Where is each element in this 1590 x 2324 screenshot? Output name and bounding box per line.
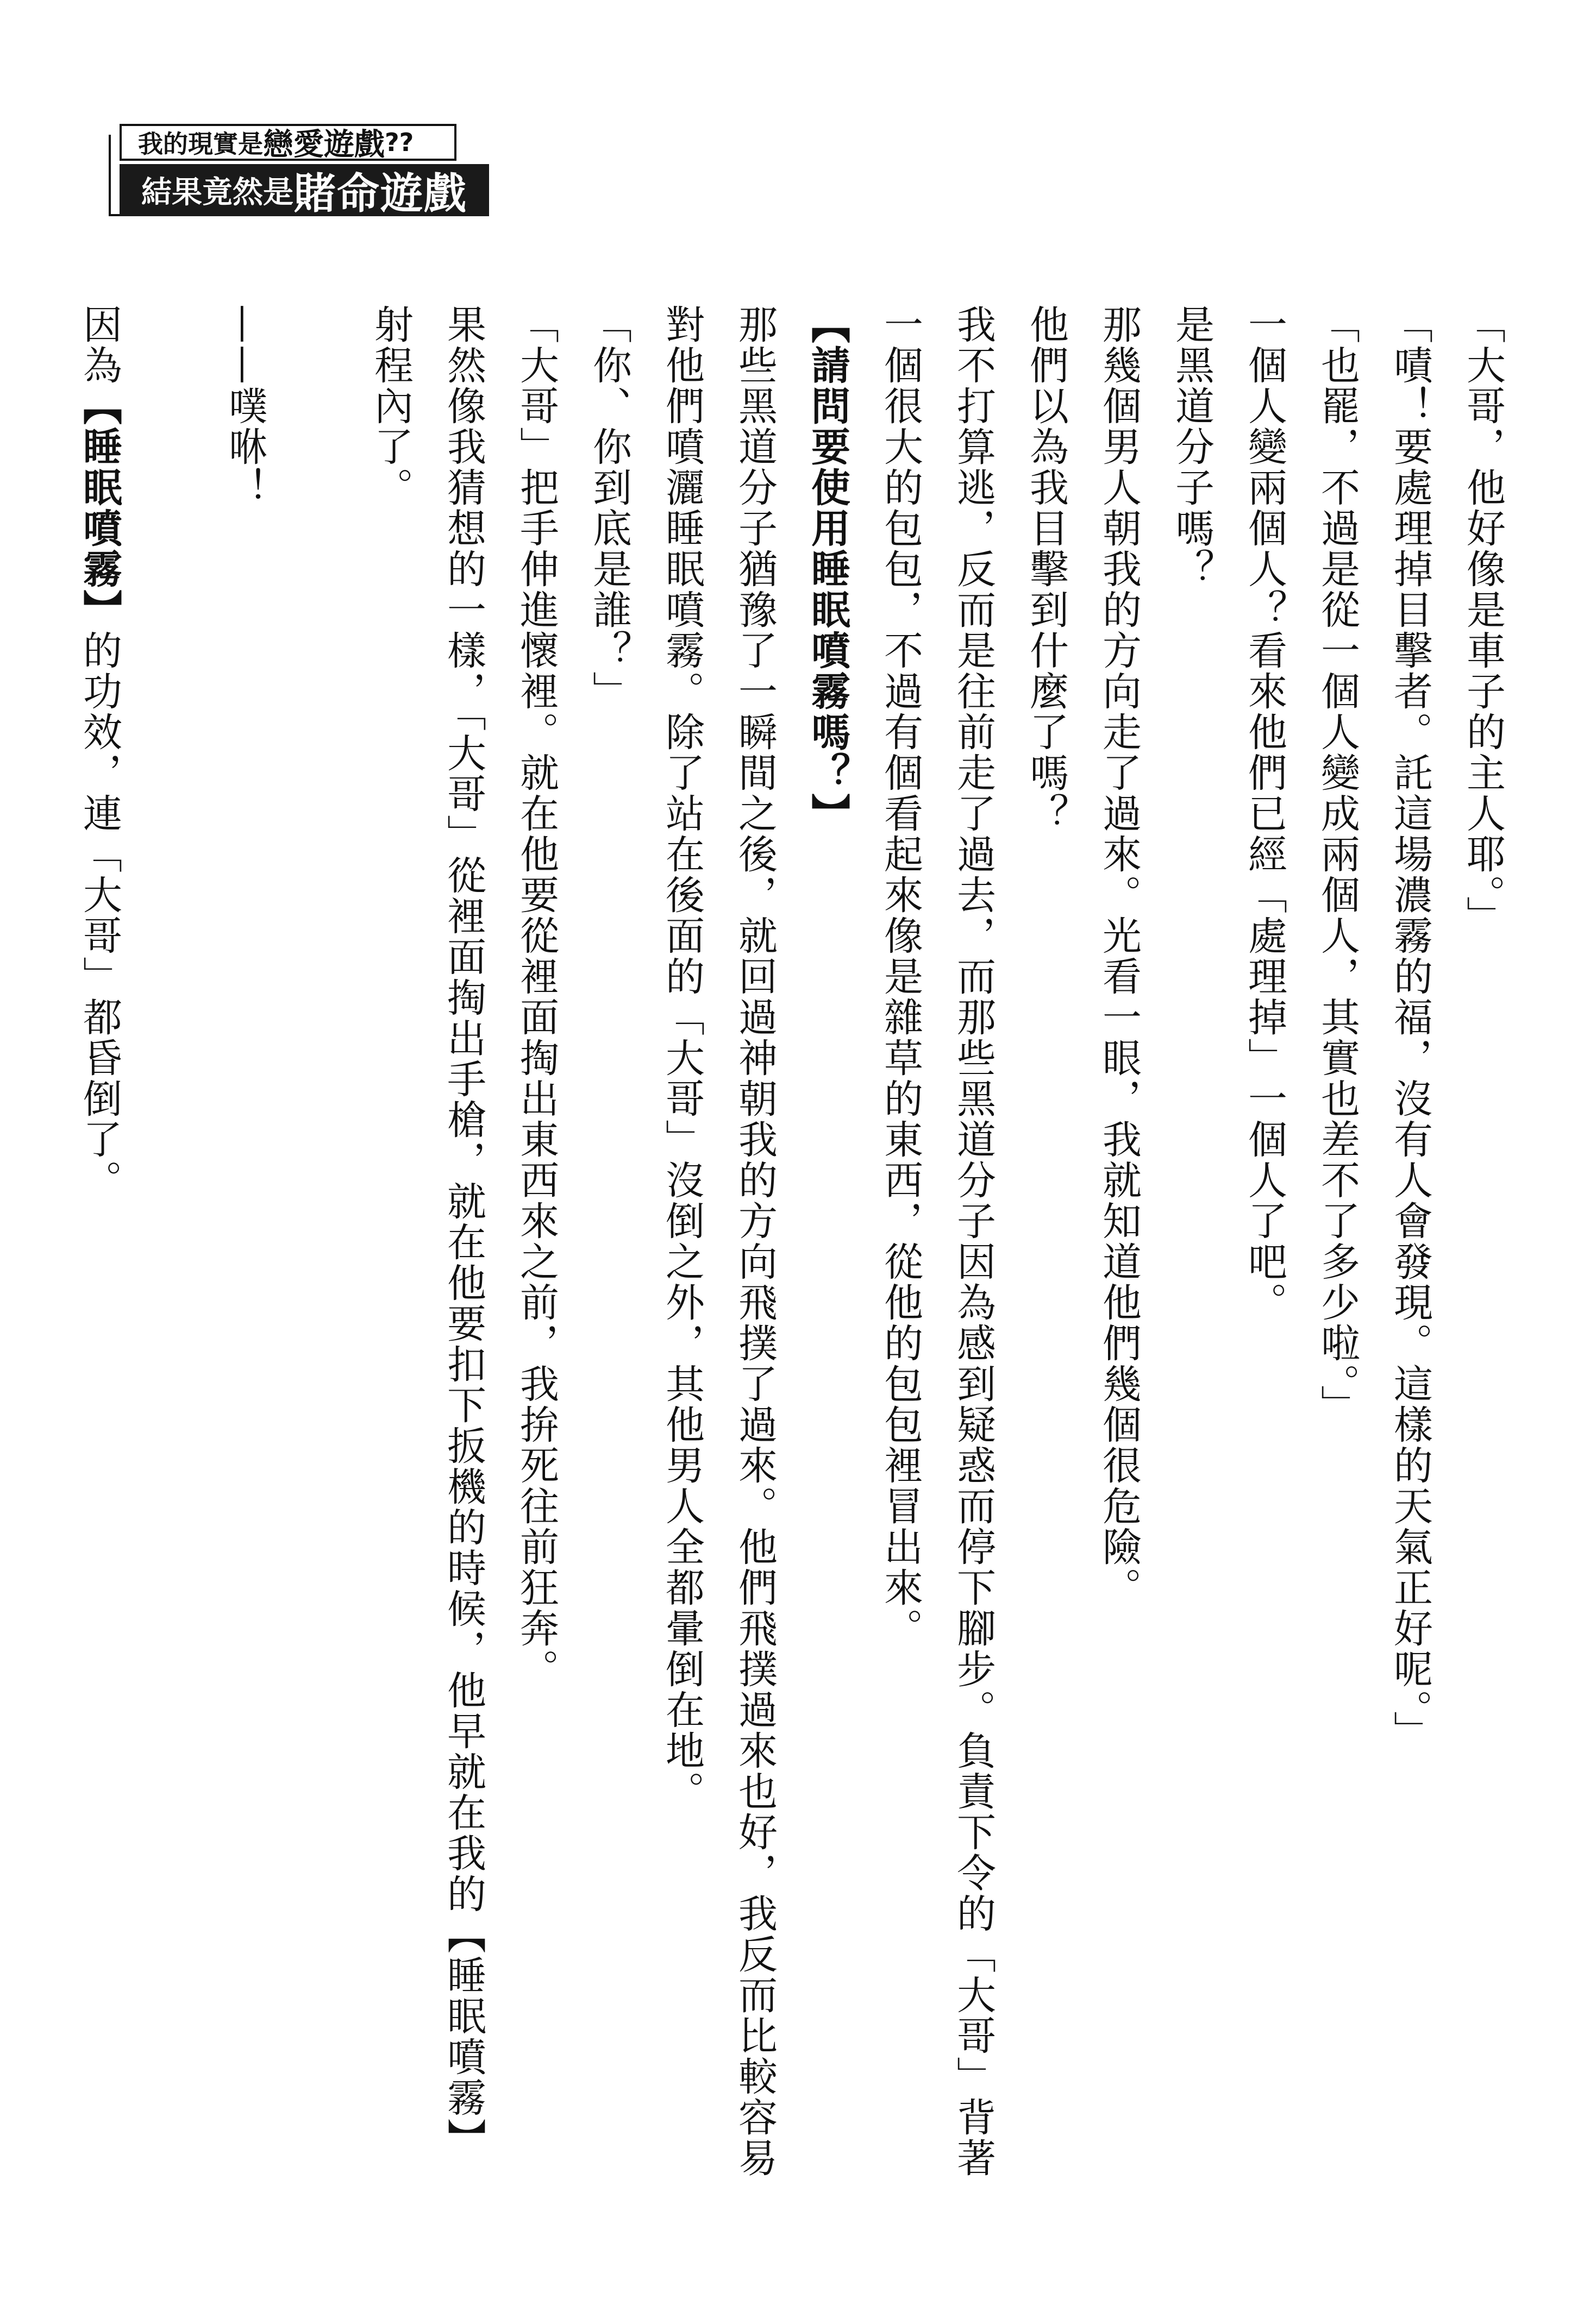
paragraph: 他們以為我目擊到什麼了嗎？ [1023,304,1069,834]
paragraph: 是黑道分子嗎？ [1169,304,1215,589]
paragraph-part: 因為 [77,304,122,386]
blank-line [281,304,354,2195]
book-title-line2 [120,164,489,216]
paragraph: 「嘖！要處理掉目擊者。託這場濃霧的福，沒有人會發現。這樣的天氣正好呢。」 [1387,304,1433,1751]
paragraph-part: 的功效，連「大哥」都昏倒了。 [77,630,122,1201]
header-frame-corner [109,135,120,216]
book-title-line1-accent: 戀愛遊戲 [263,127,385,162]
blank-line [136,304,209,2195]
paragraph [63,304,136,2195]
book-title-line1-suffix: ?? [385,128,414,157]
paragraph: 果然像我猜想的一樣，「大哥」從裡面掏出手槍，就在他要扣下扳機的時候，他早就在我的【睡眠噴霧】射程內了。 [368,304,486,2159]
blank-line [0,304,63,2195]
page-body-text [0,304,1519,2195]
book-title-line2-accent: 賭命遊戲 [293,169,468,218]
paragraph: 「你、你到底是誰？」 [586,304,632,712]
book-title-line2-prefix: 結果竟然是 [141,175,293,210]
paragraph: 我不打算逃，反而是往前走了過去，而那些黑道分子因為感到疑惑而停下腳步。負責下令的「大哥」背著一個很大的包包，不過有個看起來像是雜草的東西，從他的包包裡冒出來。 [878,304,996,2178]
paragraph: 那些黑道分子猶豫了一瞬間之後，就回過神朝我的方向飛撲了過來。他們飛撲過來也好，我反而比較容易對他們噴灑睡眠噴霧。除了站在後面的「大哥」沒倒之外，其他男人全都暈倒在地。 [659,304,778,2178]
paragraph: 「也罷，不過是從一個人變成兩個人，其實也差不了多少啦。」 [1314,304,1360,1425]
paragraph: 一個人變兩個人？看來他們已經「處理掉」一個人了吧。 [1242,304,1287,1323]
book-title-line1 [120,124,456,161]
paragraph: 那幾個男人朝我的方向走了過來。光看一眼，我就知道他們幾個很危險。 [1096,304,1142,1608]
skill-name-text: 【睡眠噴霧】 [77,386,122,630]
paragraph: 「大哥，他好像是車子的主人耶。」 [1460,304,1506,937]
book-title-line1-prefix: 我的現實是 [138,129,263,159]
sound-effect-line: ——噗咻！ [222,304,268,508]
running-header [87,124,500,233]
system-prompt-text: 【請問要使用睡眠噴霧嗎？】 [805,304,850,834]
paragraph: 「大哥」把手伸進懷裡。就在他要從裡面掏出東西來之前，我拚死往前狂奔。 [514,304,559,1689]
